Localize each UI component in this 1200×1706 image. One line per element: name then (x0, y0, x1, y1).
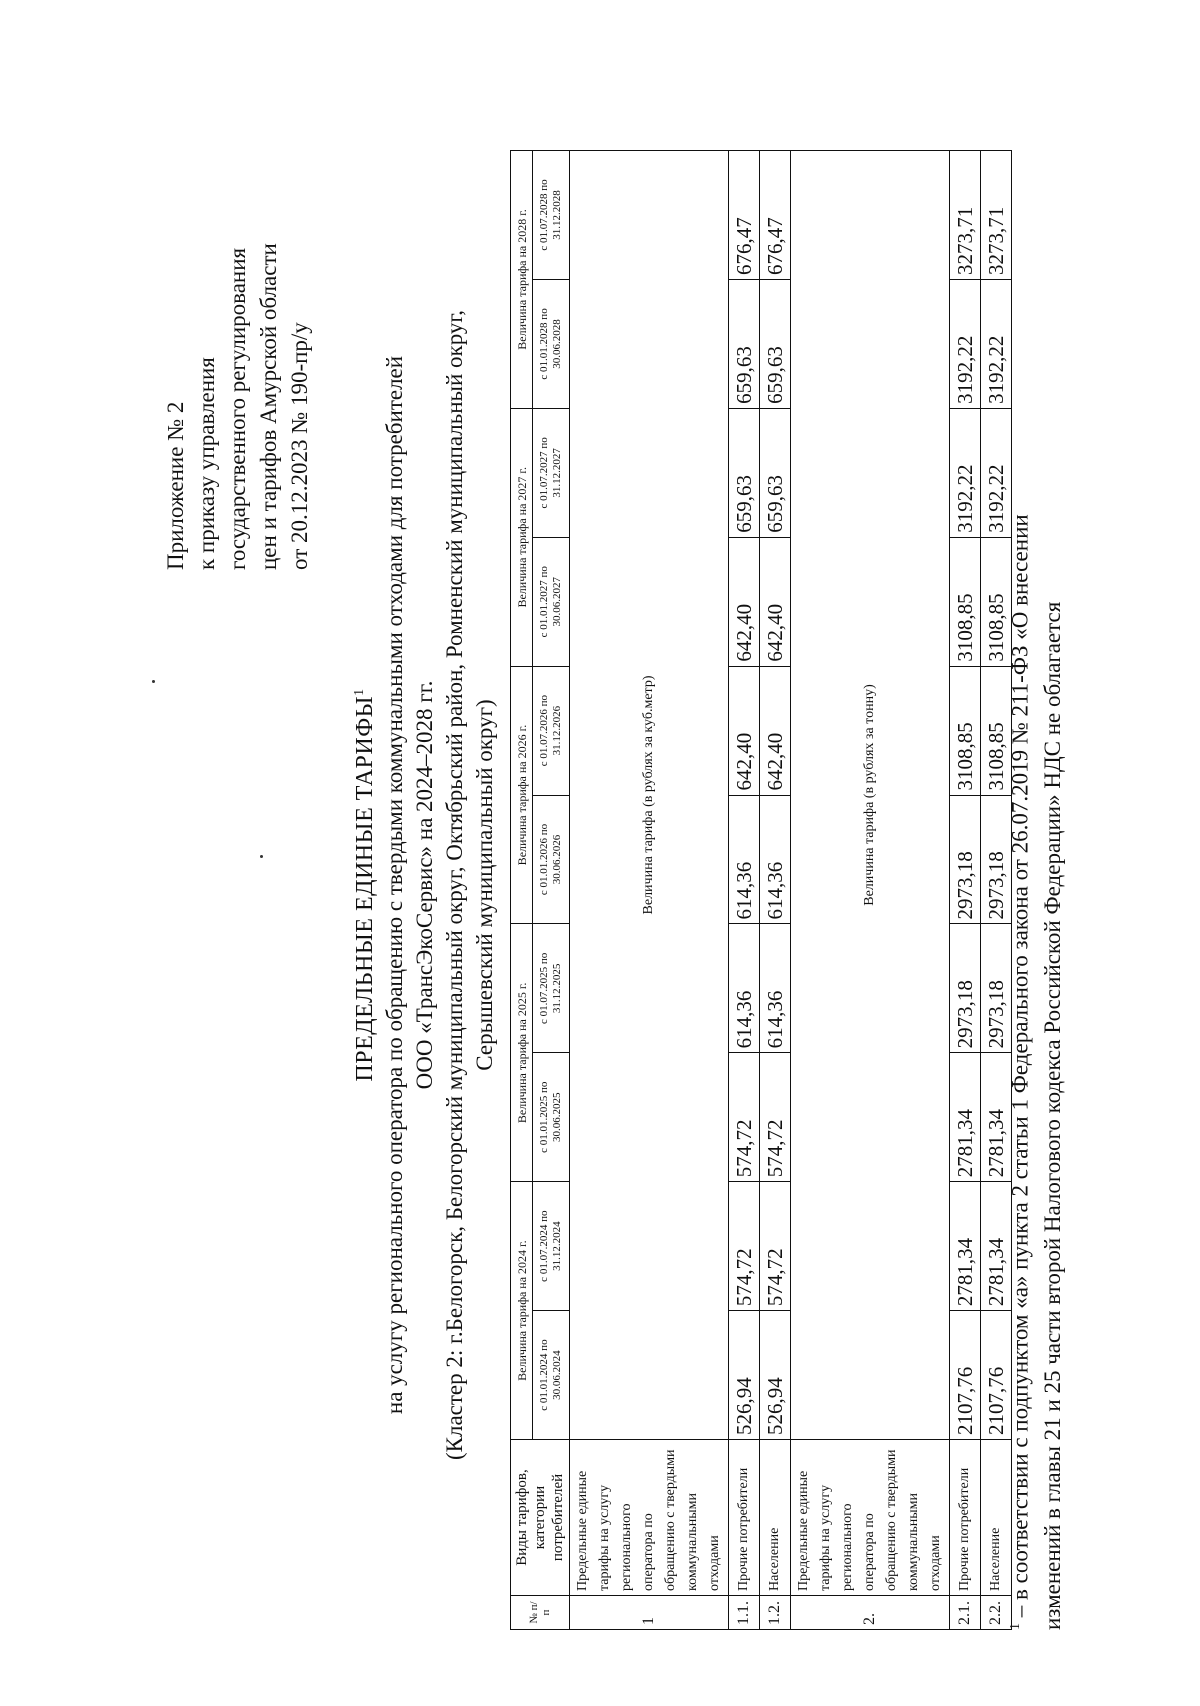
tariff-value: 2107,76 (981, 1311, 1012, 1440)
header-period: с 01.01.2025 по 30.06.2025 (533, 1053, 570, 1182)
tariff-value: 2107,76 (950, 1311, 981, 1440)
title-line: ООО «ТрансЭкоСервис» на 2024–2028 гг. (412, 680, 437, 1090)
table-row (760, 151, 791, 1630)
header-period: с 01.07.2024 по 31.12.2024 (533, 1182, 570, 1311)
table-section-row (570, 151, 729, 1630)
header-period: с 01.01.2026 по 30.06.2026 (533, 795, 570, 924)
section-num: 2. (791, 1596, 950, 1630)
tariff-value: 642,40 (760, 537, 791, 666)
tariff-value: 3108,85 (950, 537, 981, 666)
title-line: Серышевский муниципальный округ) (472, 699, 497, 1071)
row-name: Население (981, 1440, 1012, 1596)
header-period: с 01.01.2028 по 30.06.2028 (533, 279, 570, 408)
document-page (130, 120, 1180, 1650)
header-year: Величина тарифа на 2026 г. (511, 666, 533, 924)
tariff-value: 2973,18 (981, 924, 1012, 1053)
tariff-value: 2973,18 (950, 924, 981, 1053)
tariff-value: 2781,34 (950, 1182, 981, 1311)
header-period: с 01.01.2027 по 30.06.2027 (533, 537, 570, 666)
tariff-value: 642,40 (760, 666, 791, 795)
tariff-value: 2781,34 (981, 1053, 1012, 1182)
tariff-value: 614,36 (729, 924, 760, 1053)
tariff-value: 2973,18 (981, 795, 1012, 924)
row-name: Прочие потребители (729, 1440, 760, 1596)
appendix-line: цен и тарифов Амурской области (256, 243, 281, 570)
tariff-value: 642,40 (729, 537, 760, 666)
appendix-line: к приказу управления (194, 357, 219, 570)
scan-speck (152, 680, 155, 683)
tariff-value: 574,72 (760, 1182, 791, 1311)
row-num: 2.2. (981, 1596, 1012, 1630)
tariff-value: 2781,34 (950, 1053, 981, 1182)
document-title (345, 120, 500, 1650)
tariff-value: 574,72 (729, 1053, 760, 1182)
tariff-value: 3273,71 (950, 151, 981, 280)
footnote-mark: 1 (1008, 1623, 1023, 1630)
header-year: Величина тарифа на 2028 г. (511, 151, 533, 409)
row-num: 1.2. (760, 1596, 791, 1630)
tariff-value: 676,47 (760, 151, 791, 280)
tariff-value: 659,63 (760, 279, 791, 408)
footnote-line: изменений в главы 21 и 25 части второй Налогового кодекса Российской Федерации» НДС не облагается (1039, 601, 1065, 1630)
tariff-value: 3192,22 (981, 279, 1012, 408)
row-name: Прочие потребители (950, 1440, 981, 1596)
table-header-row (533, 151, 570, 1630)
tariff-value: 642,40 (729, 666, 760, 795)
table-section-row (791, 151, 950, 1630)
tariff-value: 526,94 (729, 1311, 760, 1440)
table-header-row (511, 151, 533, 1630)
tariff-value: 2973,18 (950, 795, 981, 924)
tariff-value: 3192,22 (950, 279, 981, 408)
header-kind: Виды тарифов, категории потребителей (511, 1440, 570, 1596)
row-name: Население (760, 1440, 791, 1596)
appendix-header (160, 130, 315, 570)
header-year: Величина тарифа на 2025 г. (511, 924, 533, 1182)
tariff-value: 659,63 (760, 408, 791, 537)
header-period: с 01.07.2027 по 31.12.2027 (533, 408, 570, 537)
tariff-value: 3192,22 (981, 408, 1012, 537)
tariff-value: 614,36 (729, 795, 760, 924)
section-num: 1 (570, 1596, 729, 1630)
tariff-value: 659,63 (729, 408, 760, 537)
tariff-value: 659,63 (729, 279, 760, 408)
tariff-value: 574,72 (729, 1182, 760, 1311)
tariff-value: 3108,85 (950, 666, 981, 795)
header-year: Величина тарифа на 2024 г. (511, 1182, 533, 1440)
appendix-line: государственного регулирования (225, 247, 250, 570)
tariff-value: 676,47 (729, 151, 760, 280)
tariff-value: 3108,85 (981, 666, 1012, 795)
title-line: на услугу регионального оператора по обращению с твердыми коммунальными отходами для потребителей (382, 355, 407, 1415)
footnote (1000, 130, 1069, 1630)
tariff-value: 3192,22 (950, 408, 981, 537)
header-period: с 01.07.2025 по 31.12.2025 (533, 924, 570, 1053)
table-row (729, 151, 760, 1630)
tariff-value: 526,94 (760, 1311, 791, 1440)
tariff-value: 2781,34 (981, 1182, 1012, 1311)
appendix-line: от 20.12.2023 № 190-пр/у (287, 322, 312, 570)
row-num: 2.1. (950, 1596, 981, 1630)
header-period: с 01.01.2024 по 30.06.2024 (533, 1311, 570, 1440)
footnote-line: $^1$ – в соответствии с подпунктом «а» пункта 2 статьи 1 Федерального закона от 26.07.2019 № 211-ФЗ «О внесении (1007, 514, 1033, 1630)
title-main: ПРЕДЕЛЬНЫЕ ЕДИНЫЕ ТАРИФЫ$^1$ (352, 688, 378, 1082)
row-num: 1.1. (729, 1596, 760, 1630)
tariff-value: 614,36 (760, 924, 791, 1053)
section-name: Предельные единые тарифы на услугу регионального оператора по обращению с твердыми коммунальными отходами (791, 1440, 950, 1596)
section-name: Предельные единые тарифы на услугу регионального оператора по обращению с твердыми коммунальными отходами (570, 1440, 729, 1596)
section-unit: Величина тарифа (в рублях за куб.метр) (570, 151, 729, 1440)
scan-speck (260, 855, 263, 858)
title-line: (Кластер 2: г.Белогорск, Белогорский муниципальный округ, Октябрьский район, Ромненский муниципальный округ, (442, 309, 467, 1461)
tariff-table (510, 150, 1012, 1630)
footnote-mark: 1 (352, 688, 367, 696)
header-year: Величина тарифа на 2027 г. (511, 408, 533, 666)
appendix-line: Приложение № 2 (163, 401, 188, 570)
section-unit: Величина тарифа (в рублях за тонну) (791, 151, 950, 1440)
header-num: № п/п (511, 1596, 570, 1630)
header-period: с 01.07.2028 по 31.12.2028 (533, 151, 570, 280)
tariff-value: 3108,85 (981, 537, 1012, 666)
tariff-value: 574,72 (760, 1053, 791, 1182)
tariff-value: 3273,71 (981, 151, 1012, 280)
table-row (950, 151, 981, 1630)
header-period: с 01.07.2026 по 31.12.2026 (533, 666, 570, 795)
tariff-value: 614,36 (760, 795, 791, 924)
